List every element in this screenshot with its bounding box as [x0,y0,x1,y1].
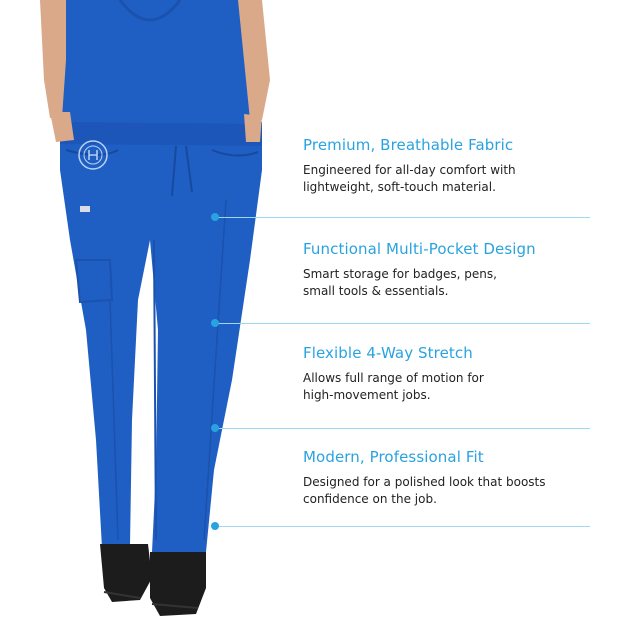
feature-title: Flexible 4-Way Stretch [303,344,473,362]
model-wearing-scrubs-image [0,0,300,640]
feature-leader-line-2 [215,323,590,324]
feature-description-line: Allows full range of motion for [303,371,484,385]
feature-description-line: lightweight, soft-touch material. [303,180,496,194]
feature-description-line: Designed for a polished look that boosts [303,475,546,489]
feature-block-fabric [303,136,603,196]
feature-description-line: small tools & essentials. [303,284,449,298]
feature-title: Premium, Breathable Fabric [303,136,514,154]
feature-description [303,370,568,404]
feature-title: Functional Multi-Pocket Design [303,240,536,258]
feature-title: Modern, Professional Fit [303,448,484,466]
feature-marker-dot-4 [211,522,219,530]
feature-description-line: confidence on the job. [303,492,437,506]
feature-marker-dot-2 [211,319,219,327]
feature-block-stretch [303,344,603,404]
feature-block-fit [303,448,603,508]
feature-description-line: high-movement jobs. [303,388,431,402]
feature-description-line: Smart storage for badges, pens, [303,267,497,281]
feature-leader-line-1 [215,217,590,218]
feature-block-pockets [303,240,603,300]
feature-marker-dot-1 [211,213,219,221]
feature-description [303,266,568,300]
feature-description-line: Engineered for all-day comfort with [303,163,516,177]
feature-leader-line-4 [215,526,590,527]
feature-description [303,162,568,196]
feature-leader-line-3 [215,428,590,429]
feature-marker-dot-3 [211,424,219,432]
feature-description [303,474,568,508]
